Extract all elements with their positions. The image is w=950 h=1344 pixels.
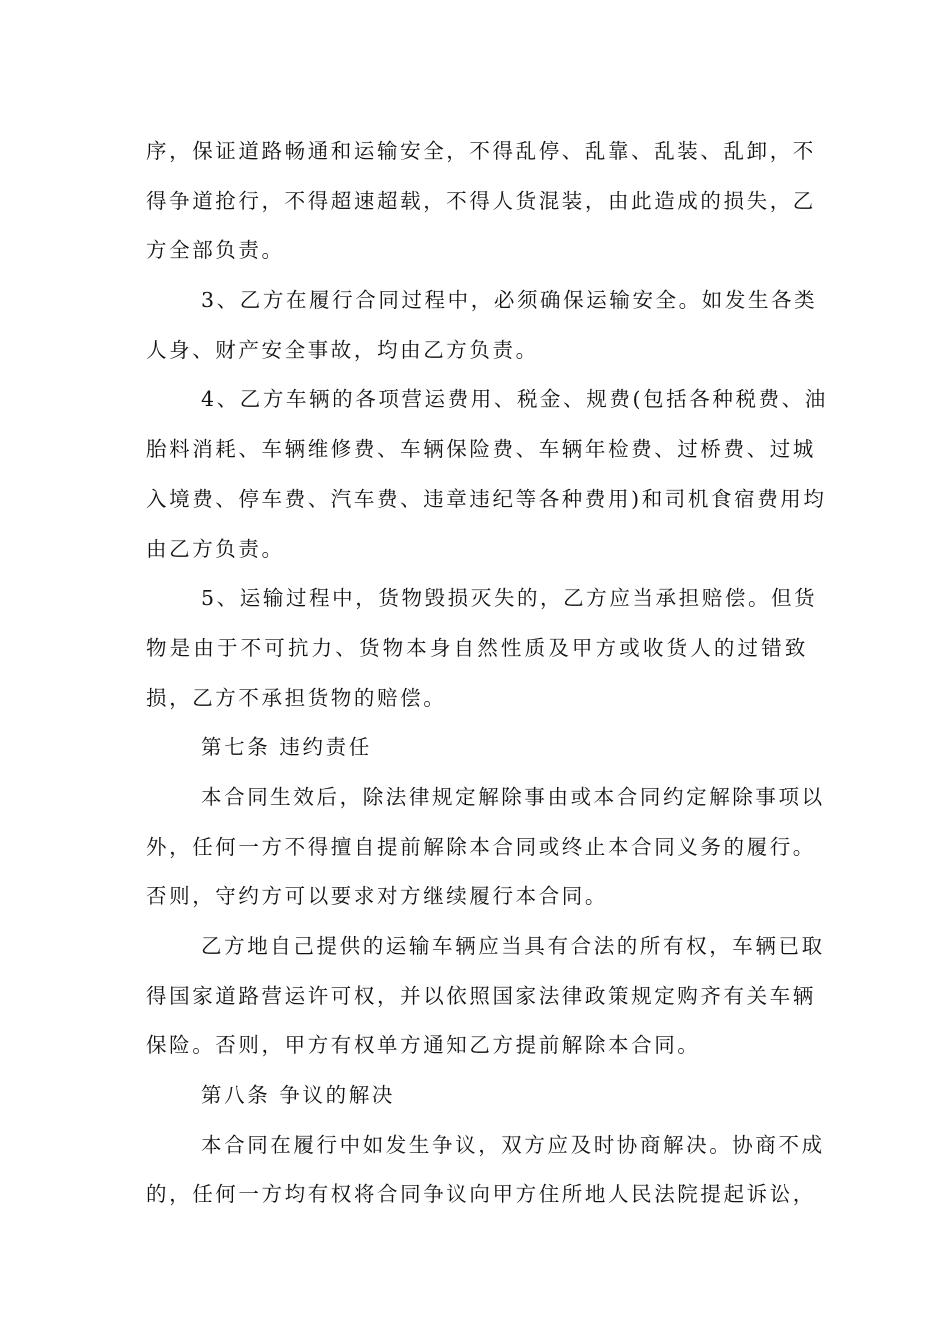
text-line: 损，乙方不承担货物的赔偿。	[146, 685, 447, 710]
text-line: 保险。否则，甲方有权单方通知乙方提前解除本合同。	[146, 1033, 701, 1058]
document-body	[146, 127, 828, 1220]
text-line: 本合同在履行中如发生争议，双方应及时协商解决。协商不成	[201, 1132, 825, 1157]
text-line: 4、乙方车辆的各项营运费用、税金、规费(包括各种税费、油	[201, 387, 828, 412]
section-heading: 第七条 违约责任	[201, 735, 372, 760]
text-line: 5、运输过程中，货物毁损灭失的，乙方应当承担赔偿。但货	[201, 586, 818, 611]
text-line: 3、乙方在履行合同过程中，必须确保运输安全。如发生各类	[201, 288, 818, 313]
text-line: 人身、财产安全事故，均由乙方负责。	[146, 337, 539, 362]
text-line: 胎料消耗、车辆维修费、车辆保险费、车辆年检费、过桥费、过城	[146, 437, 816, 462]
text-line: 外，任何一方不得擅自提前解除本合同或终止本合同义务的履行。	[146, 834, 816, 859]
text-line: 否则，守约方可以要求对方继续履行本合同。	[146, 884, 608, 909]
text-line: 入境费、停车费、汽车费、违章违纪等各种费用)和司机食宿费用均	[146, 486, 827, 511]
section-heading: 第八条 争议的解决	[201, 1083, 395, 1108]
text-line: 得国家道路营运许可权，并以依照国家法律政策规定购齐有关车辆	[146, 983, 816, 1008]
text-line: 方全部负责。	[146, 238, 285, 263]
text-line: 由乙方负责。	[146, 536, 285, 561]
text-line: 序，保证道路畅通和运输安全，不得乱停、乱靠、乱装、乱卸，不	[146, 139, 816, 163]
text-line: 的，任何一方均有权将合同争议向甲方住所地人民法院提起诉讼，	[146, 1182, 816, 1207]
text-line: 得争道抢行，不得超速超载，不得人货混装，由此造成的损失，乙	[146, 188, 816, 213]
text-line: 本合同生效后，除法律规定解除事由或本合同约定解除事项以	[201, 784, 825, 809]
text-line: 物是由于不可抗力、货物本身自然性质及甲方或收货人的过错致	[146, 635, 808, 660]
text-line: 乙方地自己提供的运输车辆应当具有合法的所有权，车辆已取	[201, 934, 825, 958]
